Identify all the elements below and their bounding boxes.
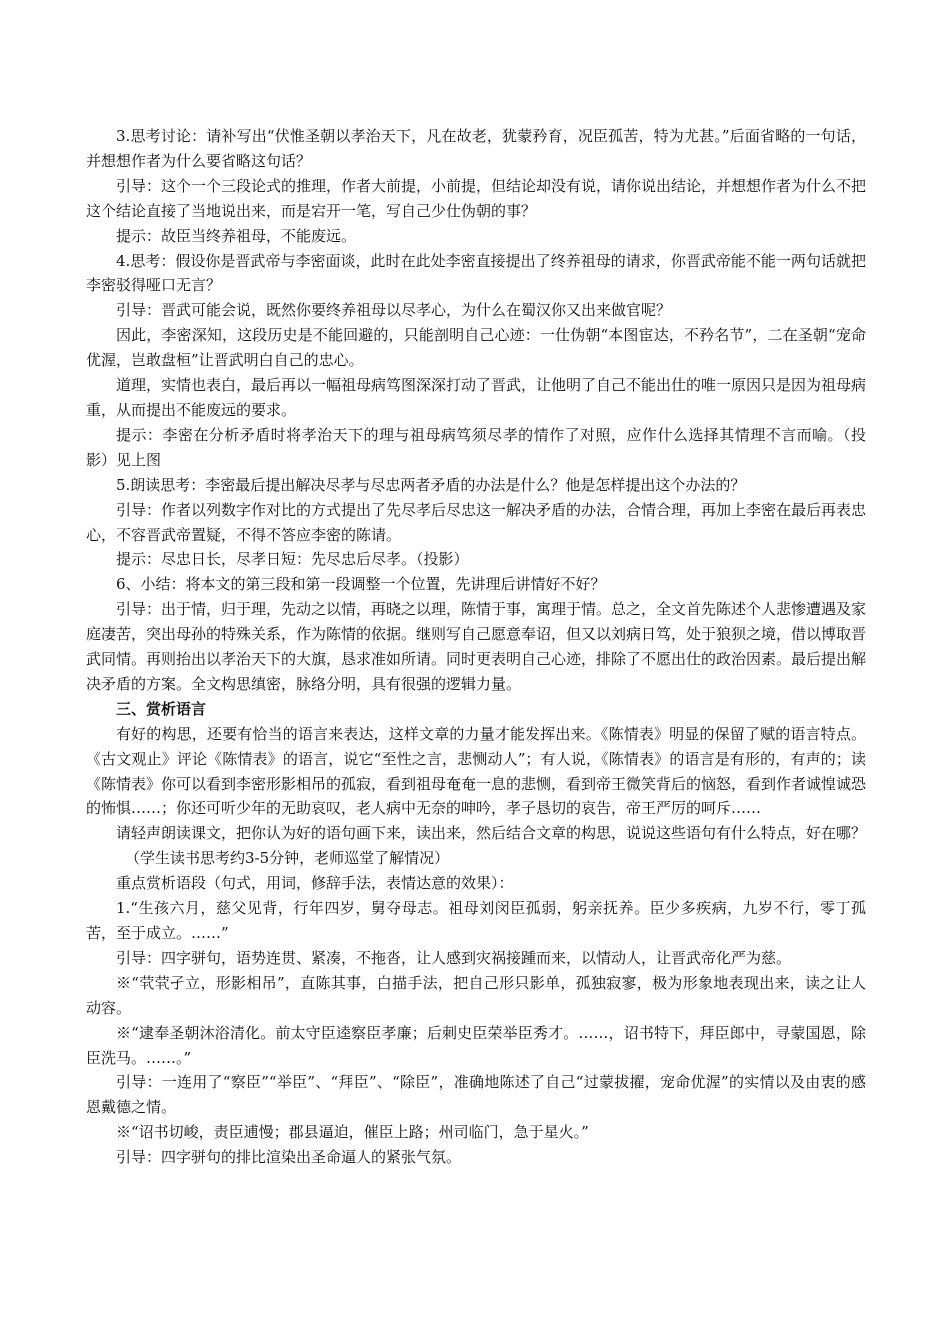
guidance-paragraph: 引导：四字骈句的排比渲染出圣命逼人的紧张气氛。 — [116, 1148, 462, 1167]
quote-paragraph: ※“逮奉圣朝沐浴清化。前太守臣逵察臣孝廉；后刺史臣荣举臣秀才。……，诏书特下，拜臣郎中，寻蒙国恩，除臣洗马。……。” — [86, 1023, 866, 1067]
note-paragraph: （学生读书思考约3-5分钟，老师巡堂了解情况） — [125, 849, 450, 868]
hint-paragraph: 提示：李密在分析矛盾时将孝治天下的理与祖母病笃须尽孝的情作了对照，应作什么选择其情理不言而喻。（投影）见上图 — [86, 425, 866, 469]
guidance-paragraph: 引导：四字骈句，语势连贯、紧凑，不拖沓，让人感到灾祸接踵而来，以情动人，让晋武帝化严为慈。 — [116, 948, 792, 967]
body-paragraph: 重点赏析语段（句式，用词，修辞手法，表情达意的效果）： — [116, 874, 514, 893]
question-3-paragraph: 3.思考讨论：请补写出“伏惟圣朝以孝治天下，凡在故老，犹蒙矜育，况臣孤苦，特为尤甚。”后面省略的一句话，并想想作者为什么要省略这句话？ — [86, 127, 866, 170]
body-paragraph: 请轻声朗读课文，把你认为好的语句画下来，读出来，然后结合文章的构思，说说这些语句有什么特点，好在哪？ — [116, 824, 867, 843]
hint-paragraph: 提示：尽忠日长，尽孝日短：先尽忠后尽孝。（投影） — [116, 550, 469, 569]
body-paragraph: 有好的构思，还要有恰当的语言来表达，这样文章的力量才能发挥出来。《陈情表》明显的保留了赋的语言特点。《古文观止》评论《陈情表》的语言，说它“至性之言，悲恻动人”；有人说，《陈情表》的语言是有形的，有声的；读《陈情表》你可以看到李密形影相吊的孤寂，看到祖母奄奄一息的悲恻，看到帝王微笑背后的恼怒，看到作者诚惶诚恐的怖惧……；你还可听少年的无助哀叹，老人病中无奈的呻吟，孝子恳切的哀告，帝王严厉的呵斥…… — [86, 724, 867, 818]
summary-question-paragraph: 6、小结：将本文的第三段和第一段调整一个位置，先讲理后讲情好不好？ — [116, 575, 606, 594]
guidance-paragraph: 引导：晋武可能会说，既然你要终养祖母以尽孝心，为什么在蜀汉你又出来做官呢？ — [116, 301, 672, 320]
document-page — [86, 124, 866, 1170]
hint-paragraph: 提示：故臣当终养祖母，不能废远。 — [116, 226, 357, 245]
guidance-paragraph: 引导：这个一个三段论式的推理，作者大前提，小前提，但结论却没有说，请你说出结论，并想想作者为什么不把这个结论直接了当地说出来，而是宕开一笔，写自己少仕伪朝的事？ — [86, 176, 867, 220]
question-4-paragraph: 4.思考：假设你是晋武帝与李密面谈，此时在此处李密直接提出了终养祖母的请求，你晋武帝能不能一两句话就把李密驳得哑口无言？ — [86, 251, 866, 295]
body-paragraph: 道理，实情也表白，最后再以一幅祖母病笃图深深打动了晋武，让他明了自己不能出仕的唯一原因只是因为祖母病重，从而提出不能废远的要求。 — [86, 376, 867, 419]
quote-paragraph: ※“茕茕孑立，形影相吊”，直陈其事，白描手法，把自己形只影单，孤独寂寥，极为形象地表现出来，读之让人动容。 — [86, 973, 866, 1017]
question-5-paragraph: 5.朗读思考：李密最后提出解决尽孝与尽忠两者矛盾的办法是什么？他是怎样提出这个办法的？ — [116, 475, 746, 494]
quote-paragraph: ※“诏书切峻，责臣逋慢；郡县逼迫，催臣上路；州司临门，急于星火。” — [116, 1123, 589, 1142]
quote-paragraph: 1.“生孩六月，慈父见背，行年四岁，舅夺母志。祖母刘闵臣孤弱，躬亲抚养。臣少多疾病，九岁不行，零丁孤苦，至于成立。……” — [86, 899, 866, 942]
guidance-paragraph: 引导：出于情，归于理，先动之以情，再晓之以理，陈情于事，寓理于情。总之，全文首先陈述个人悲惨遭遇及家庭凄苦，突出母孙的特殊关系，作为陈情的依据。继则写自己愿意奉诏，但又以刘病日笃，处于狼狈之境，借以博取晋武同情。再则抬出以孝治天下的大旗，恳求准如所请。同时更表明自己心迹，排除了不愿出仕的政治因素。最后提出解决矛盾的方案。全文构思缜密，脉络分明，具有很强的逻辑力量。 — [86, 600, 867, 693]
guidance-paragraph: 引导：一连用了“察臣”“举臣”、“拜臣”、“除臣”，准确地陈述了自己“过蒙拔擢，宠命优渥”的实情以及由衷的感恩戴德之情。 — [86, 1073, 866, 1117]
section-heading: 三、赏析语言 — [116, 699, 207, 718]
guidance-paragraph: 引导：作者以列数字作对比的方式提出了先尽孝后尽忠这一解决矛盾的办法，合情合理，再加上李密在最后再表忠心，不容晋武帝置疑，不得不答应李密的陈请。 — [86, 500, 867, 544]
body-paragraph: 因此，李密深知，这段历史是不能回避的，只能剖明自己心迹：一仕伪朝“本图宦达，不矜名节”，二在圣朝“宠命优渥，岂敢盘桓”让晋武明白自己的忠心。 — [86, 326, 866, 370]
